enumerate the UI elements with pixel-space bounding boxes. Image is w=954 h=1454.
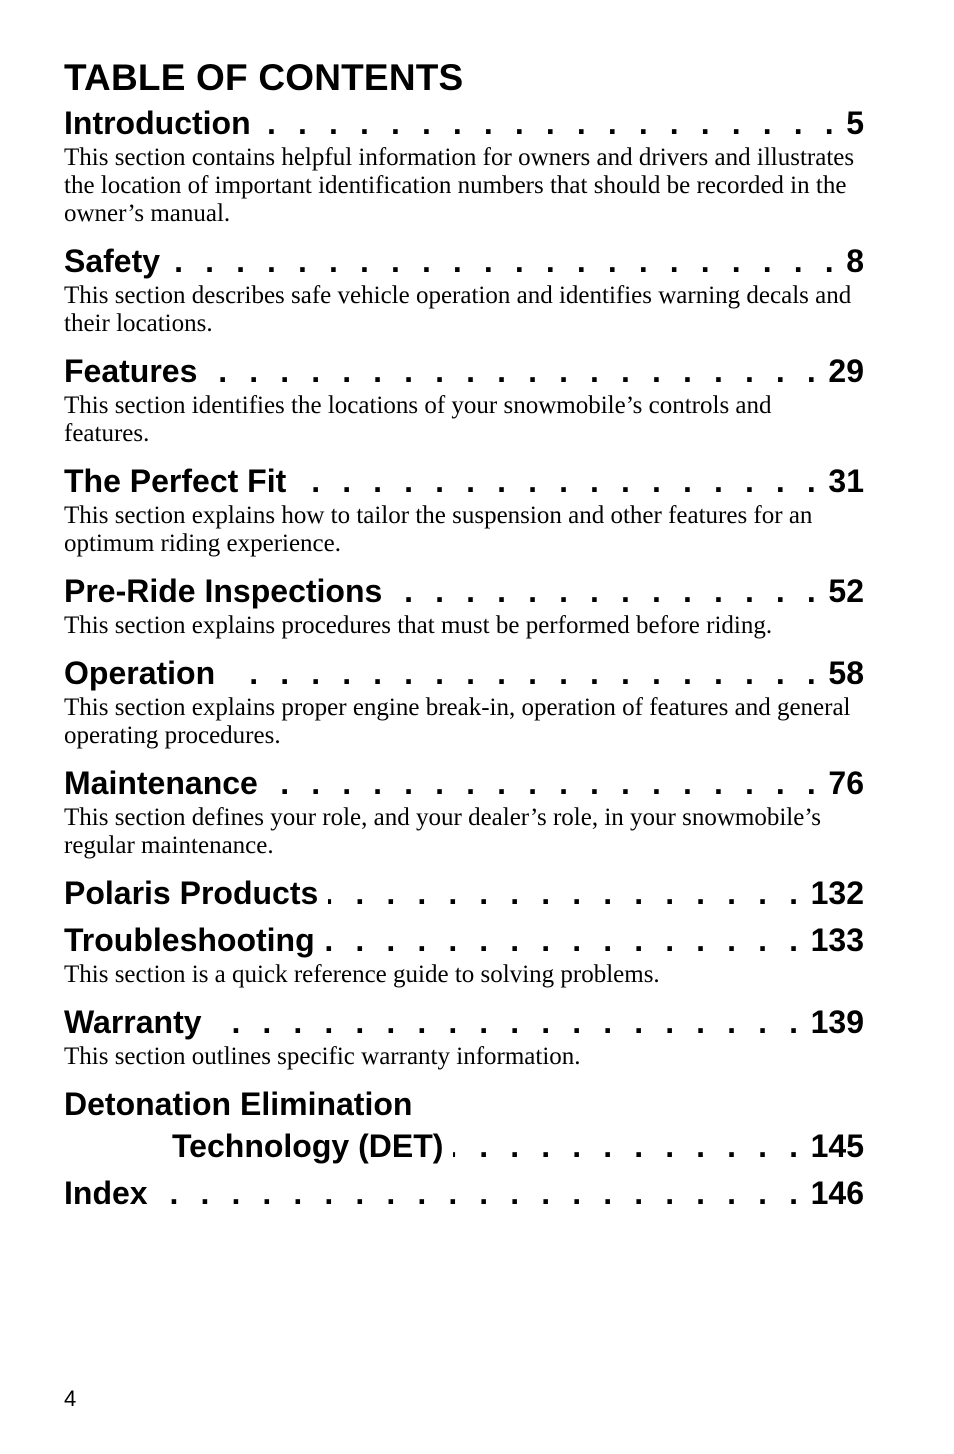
dot-leader	[268, 762, 823, 804]
toc-entry-heading[interactable]	[64, 652, 864, 694]
toc-entry-heading[interactable]	[64, 570, 864, 612]
dot-leader	[170, 240, 840, 282]
toc-entry-label-line2-row	[64, 1125, 864, 1167]
toc-entry-page-number: 146	[810, 1175, 864, 1211]
toc-entry-troubleshooting	[64, 919, 864, 989]
toc-entry-page-number: 133	[810, 922, 864, 958]
toc-entry-page-number: 52	[828, 573, 864, 609]
dot-leader	[225, 652, 822, 694]
toc-entry-page-number: 139	[810, 1004, 864, 1040]
dot-leader	[328, 872, 804, 914]
toc-entry-description: This section explains procedures that must be performed before riding.	[64, 612, 773, 639]
toc-entry-heading[interactable]	[64, 102, 864, 144]
toc-entry-heading[interactable]	[64, 1001, 864, 1043]
dot-leader	[261, 102, 841, 144]
toc-entry-label: Polaris Products	[64, 875, 319, 911]
toc-entry-label: Introduction	[64, 105, 251, 141]
toc-entry-page-number: 31	[828, 463, 864, 499]
toc-entry-heading[interactable]	[64, 919, 864, 961]
toc-entry-index	[64, 1172, 864, 1214]
dot-leader	[212, 1001, 805, 1043]
toc-entry-heading[interactable]	[64, 872, 864, 914]
toc-entry-label: Troubleshooting	[64, 922, 315, 958]
toc-entry-description: This section defines your role, and your dealer’s role, in your snowmobile’s regular maintenance.	[64, 804, 822, 859]
toc-entry-safety	[64, 240, 864, 338]
toc-entry-features	[64, 350, 864, 448]
toc-entry-description: This section explains how to tailor the suspension and other features for an optimum riding experience.	[64, 502, 813, 557]
toc-entry-label: The Perfect Fit	[64, 463, 287, 499]
toc-entry-heading[interactable]	[64, 762, 864, 804]
dot-leader	[158, 1172, 805, 1214]
toc-entry-heading[interactable]	[64, 1083, 864, 1167]
toc-entry-the-perfect-fit	[64, 460, 864, 558]
toc-entry-description: This section is a quick reference guide to solving problems.	[64, 961, 660, 988]
toc-entry-label: Warranty	[64, 1004, 202, 1040]
toc-entry-description: This section identifies the locations of your snowmobile’s controls and features.	[64, 392, 772, 447]
toc-entry-warranty	[64, 1001, 864, 1071]
toc-entry-page-number: 132	[810, 875, 864, 911]
dot-leader	[296, 460, 822, 502]
toc-entry-description: This section outlines specific warranty information.	[64, 1043, 581, 1070]
toc-entry-heading[interactable]	[64, 460, 864, 502]
toc-page	[64, 55, 864, 1219]
toc-entry-description: This section contains helpful information for owners and drivers and illustrates the location of important identification numbers that should be recorded in the owner’s manual.	[64, 144, 855, 227]
toc-entry-page-number: 145	[810, 1128, 864, 1164]
toc-entry-label: Maintenance	[64, 765, 258, 801]
toc-entry-maintenance	[64, 762, 864, 860]
toc-entry-label-line1: Detonation Elimination	[64, 1086, 413, 1122]
toc-entry-polaris-products	[64, 872, 864, 914]
toc-entry-label: Index	[64, 1175, 148, 1211]
toc-entry-page-number: 76	[828, 765, 864, 801]
dot-leader	[392, 570, 822, 612]
page-title: TABLE OF CONTENTS	[64, 57, 464, 98]
toc-entry-label: Features	[64, 353, 198, 389]
dot-leader	[207, 350, 822, 392]
toc-entry-page-number: 8	[846, 243, 864, 279]
toc-entry-heading[interactable]	[64, 240, 864, 282]
toc-entry-label: Safety	[64, 243, 161, 279]
toc-entry-description: This section explains proper engine break-in, operation of features and general operating procedures.	[64, 694, 851, 749]
toc-entry-page-number: 58	[828, 655, 864, 691]
toc-entry-detonation-elimination-technology	[64, 1083, 864, 1167]
toc-entry-introduction	[64, 102, 864, 228]
toc-entry-label: Operation	[64, 655, 216, 691]
dot-leader	[453, 1125, 804, 1167]
toc-entry-description: This section describes safe vehicle operation and identifies warning decals and their locations.	[64, 282, 852, 337]
toc-entry-heading[interactable]	[64, 1172, 864, 1214]
toc-entry-label-line2: Technology (DET)	[172, 1128, 444, 1164]
toc-entry-page-number: 5	[846, 105, 864, 141]
toc-entry-heading[interactable]	[64, 350, 864, 392]
toc-entry-label: Pre-Ride Inspections	[64, 573, 383, 609]
toc-entry-pre-ride-inspections	[64, 570, 864, 640]
footer-page-number: 4	[64, 1386, 77, 1411]
toc-entry-operation	[64, 652, 864, 750]
toc-entry-page-number: 29	[828, 353, 864, 389]
dot-leader	[325, 919, 805, 961]
